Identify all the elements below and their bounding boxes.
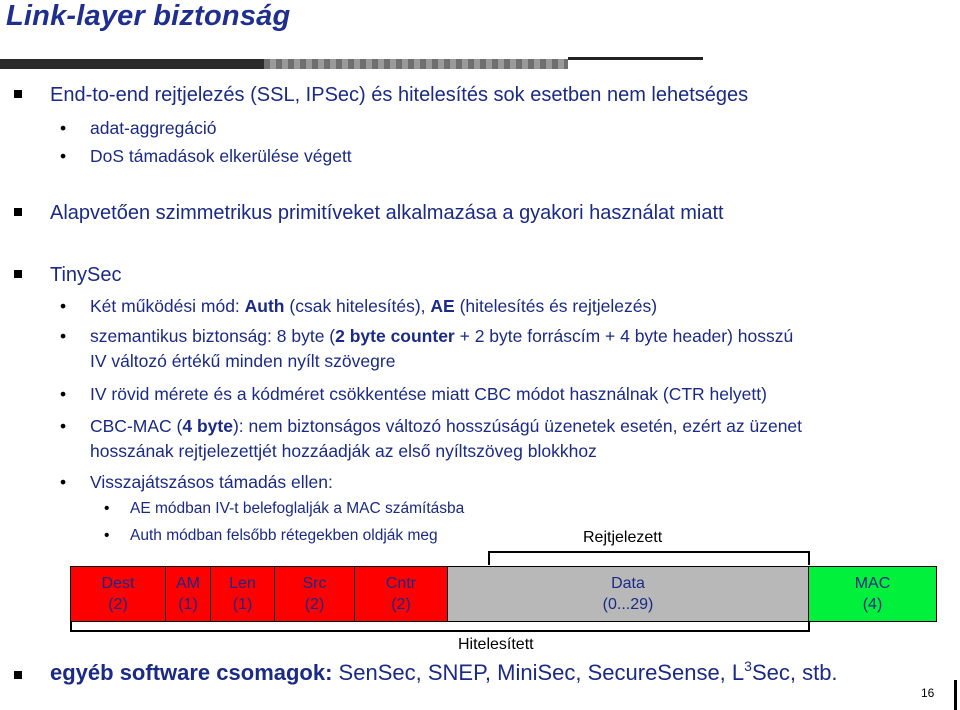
- dot-bullet-icon: •: [104, 527, 110, 544]
- dot-bullet-icon: •: [60, 384, 67, 404]
- encrypted-bracket-left: [488, 551, 490, 565]
- packet-field-len: Len (1): [210, 566, 275, 622]
- square-bullet-icon: [14, 208, 22, 216]
- dot-bullet-icon: •: [60, 146, 67, 166]
- encrypted-label: Rejtjelezett: [583, 529, 663, 546]
- page-number: 16: [921, 686, 935, 700]
- packet-field-am: AM (1): [165, 566, 211, 622]
- packet-field-cntr: Cntr (2): [354, 566, 448, 622]
- dot-bullet-icon: •: [60, 296, 67, 316]
- packet-field-data: Data (0...29): [447, 566, 809, 622]
- dot-bullet-icon: •: [60, 416, 67, 436]
- dot-bullet-icon: •: [60, 472, 67, 492]
- encrypted-bracket-line: [488, 551, 809, 553]
- title-rule-thin: [568, 57, 703, 60]
- dot-bullet-icon: •: [60, 118, 67, 138]
- packet-field-mac: MAC (4): [808, 566, 937, 622]
- packet-field-dest: Dest (2): [70, 566, 166, 622]
- encrypted-bracket-right: [808, 551, 810, 565]
- authenticated-label: Hitelesített: [458, 636, 534, 653]
- square-bullet-icon: [14, 90, 22, 98]
- slide-title: Link-layer biztonság: [6, 0, 291, 32]
- square-bullet-icon: [14, 270, 22, 278]
- dot-bullet-icon: •: [60, 326, 67, 346]
- auth-bracket-line: [70, 630, 810, 632]
- dot-bullet-icon: •: [104, 500, 110, 517]
- page-corner-bar: [954, 680, 957, 710]
- title-rule-mid: [264, 59, 568, 69]
- title-rule-dark: [0, 59, 264, 69]
- square-bullet-icon: [14, 671, 22, 679]
- packet-field-src: Src (2): [274, 566, 355, 622]
